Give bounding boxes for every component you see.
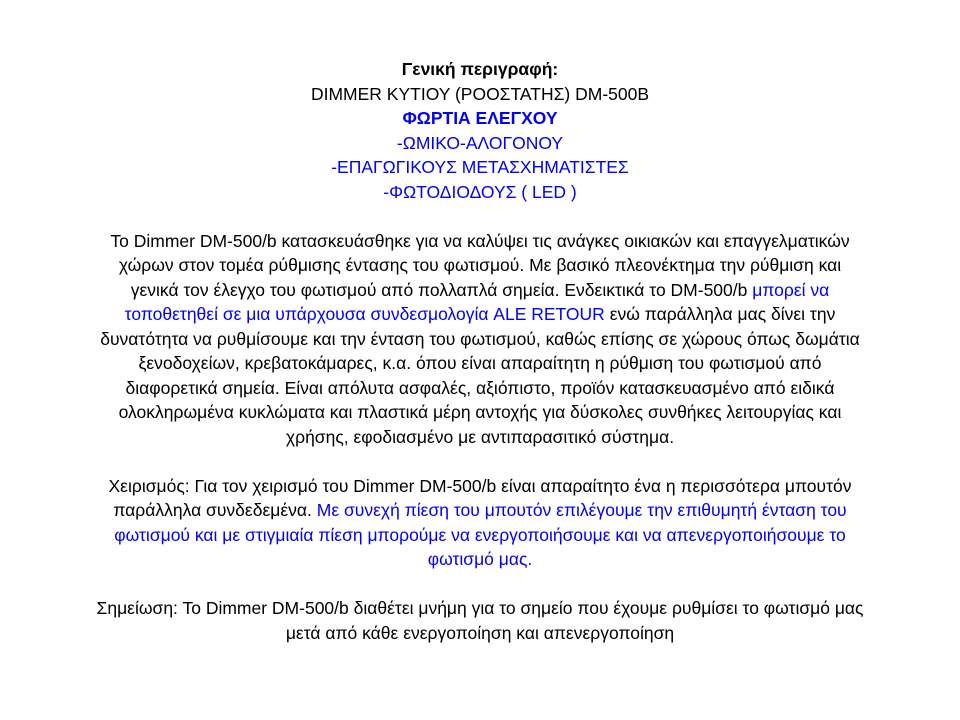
- operation-text: παράλληλα συνδεδεμένα.: [113, 500, 312, 520]
- description-line: Το Dimmer DM-500/b κατασκευάσθηκε για να καλύψει τις ανάγκες οικιακών και επαγγελματικών: [110, 230, 850, 251]
- description-text: γενικά τον έλεγχο του φωτισμού από πολλαπλά σημεία. Ενδεικτικά το DM-500/b: [130, 279, 748, 300]
- operation-line: [6, 498, 954, 523]
- operation-line: φωτισμού και με στιγμιαία πίεση μπορούμε να ενεργοποιήσουμε και να απενεργοποιήσουμε το: [114, 524, 846, 545]
- load-item: -ΦΩΤΟΔΙΟΔΟΥΣ ( LED ): [383, 181, 577, 202]
- loads-heading: ΦΩΡΤΙΑ ΕΛΕΓΧΟΥ: [402, 108, 558, 128]
- header-block: [0, 57, 960, 204]
- description-line: [6, 278, 954, 303]
- description-line: [6, 302, 954, 327]
- load-item: -ΩΜΙΚΟ-ΑΛΟΓΟΝΟΥ: [396, 132, 564, 153]
- load-item: -ΕΠΑΓΩΓΙΚΟΥΣ ΜΕΤΑΣΧΗΜΑΤΙΣΤΕΣ: [331, 157, 629, 177]
- description-highlight: τοποθετηθεί σε μια υπάρχουσα συνδεσμολογία ALE RETOUR: [124, 304, 605, 324]
- description-text: ενώ παράλληλα μας δίνει την: [609, 304, 836, 324]
- description-line: ξενοδοχείων, κρεβατοκάμαρες, κ.α. όπου είναι απαραίτητη η ρύθμιση του φωτισμού από: [138, 353, 822, 373]
- description-line: χρήσης, εφοδιασμένο με αντιπαρασιτικό σύστημα.: [285, 426, 675, 447]
- spacer: [0, 572, 960, 597]
- operation-line: φωτισμό μας.: [427, 549, 533, 569]
- section-title: Γενική περιγραφή:: [401, 59, 559, 79]
- note-line: Σημείωση: Το Dimmer DM-500/b διαθέτει μνήμη για το σημείο που έχουμε ρυθμίσει το φωτισμό μας: [96, 598, 864, 618]
- spacer: [0, 449, 960, 474]
- product-name: DIMMER ΚΥΤΙΟΥ (ΡΟΟΣΤΑΤΗΣ) DM-500B: [310, 83, 650, 104]
- operation-paragraph: [6, 474, 954, 572]
- operation-highlight: Με συνεχή πίεση του μπουτόν επιλέγουμε την επιθυμητή ένταση του: [316, 500, 847, 520]
- description-line: διαφορετικά σημεία. Είναι απόλυτα ασφαλές, αξιόπιστο, προϊόν κατασκευασμένο από ειδικά: [125, 377, 835, 398]
- description-line: δυνατότητα να ρυθμίσουμε και την ένταση του φωτισμού, καθώς επίσης σε χώρους όπως δωμάτια: [100, 328, 860, 349]
- description-line: χώρων στον τομέα ρύθμισης έντασης του φωτισμού. Με βασικό πλεονέκτημα την ρύθμιση και: [118, 255, 842, 275]
- note-paragraph: [6, 596, 954, 645]
- note-line: μετά από κάθε ενεργοποίηση και απενεργοποίηση: [285, 622, 675, 643]
- description-highlight: μπορεί να: [752, 279, 830, 300]
- description-paragraph: [6, 229, 954, 450]
- operation-line: Χειρισμός: Για τον χειρισμό του Dimmer DM-500/b είναι απαραίτητο ένα η περισσότερα μπουτόν: [108, 475, 852, 496]
- spacer: [0, 204, 960, 229]
- description-line: ολοκληρωμένα κυκλώματα και πλαστικά μέρη αντοχής για δύσκολες συνθήκες λειτουργίας και: [118, 402, 842, 422]
